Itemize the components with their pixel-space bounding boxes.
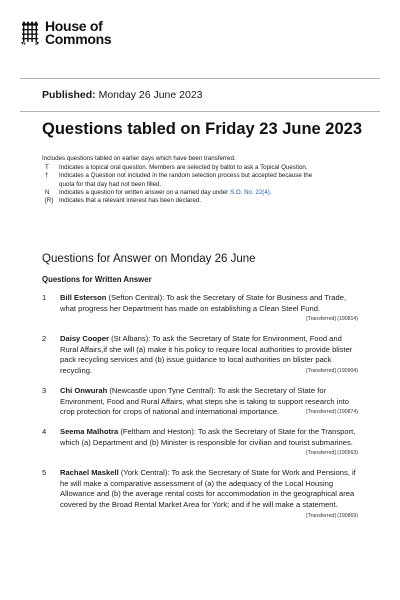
subsection-heading: Questions for Written Answer (42, 275, 152, 284)
constituency: (Newcastle upon Tyne Central): (109, 385, 216, 395)
legend-text: Indicates a topical oral question. Members are selected by ballot to ask a Topical Question. (59, 164, 308, 171)
legend-text: Indicates that a relevant interest has been declared. (59, 197, 202, 205)
question-reference: [Transferred] (190869) (306, 512, 358, 519)
legend-row-named-day (42, 189, 372, 197)
questions-list (42, 293, 358, 531)
question-text: To ask the Secretary of State for Work and Pensions, if he will make a comparative assessment of (a) the adequacy of the Local Housing Allowance and (b) the average rental costs for accommodation in the geographical area covered by the Broad Rental Market Area for York; and if he will make a statement. (60, 468, 356, 510)
legend-row-topical (42, 164, 372, 172)
divider-top (20, 78, 380, 79)
question-number: 2 (42, 334, 47, 344)
divider-bottom (20, 111, 380, 112)
question-item (42, 427, 358, 459)
constituency: (Sefton Central): (108, 293, 165, 302)
question-text: To ask the Secretary of State for Environment, Food and Rural Affairs, what steps she is taking to support research into crop protection for crops of national and international importance. (60, 385, 349, 417)
house-of-commons-logo (20, 20, 111, 46)
intro-text: Includes questions tabled on earlier days which have been transferred. (42, 155, 236, 162)
question-reference: [Transferred] (190814) (306, 316, 358, 323)
question-body (60, 334, 358, 376)
member-name: Rachael Maskell (60, 468, 119, 478)
question-number: 5 (42, 468, 47, 478)
portcullis-icon (20, 20, 40, 46)
legend-row-dagger (42, 172, 372, 189)
question-text: To ask the Secretary of State for the Transport, which (a) Department and (b) Minister is responsible for civilian and tourist submarines. (60, 427, 356, 447)
member-name: Chi Onwurah (60, 385, 108, 395)
question-body (60, 468, 358, 521)
legend-symbol: N (45, 188, 50, 196)
standing-order-link[interactable]: S.O. No. 22(4). (229, 188, 272, 196)
question-reference: [Transferred] (190563) (306, 450, 358, 457)
published-label: Published: (42, 89, 96, 101)
member-name: Seema Malhotra (60, 427, 119, 437)
section-heading: Questions for Answer on Monday 26 June (42, 253, 256, 265)
logo-wordmark (45, 20, 111, 46)
question-text: To ask the Secretary of State for Business and Trade, what progress her Department has made on establishing a Clean Steel Fund. (60, 293, 347, 313)
legend-text: Indicates a question for written answer on a named day under (59, 188, 229, 196)
legend-text-wrapper (59, 189, 372, 197)
logo-line-1: House of (45, 18, 103, 34)
question-text: To ask the Secretary of State for Environment, Food and Rural Affairs,if she will (a) make it his policy to require local authorities to provide blister pack recycling services and (b) issue guidance to local authorities on blister pack recycling. (60, 334, 353, 375)
published-date: Monday 26 June 2023 (98, 89, 203, 101)
legend-row-relevant-interest (42, 197, 372, 205)
legend-text: Indicates a Question not included in the random selection process but accepted because the quota for that day had not been filled. (59, 172, 313, 188)
question-reference: [Transferred] (190904) (306, 367, 358, 374)
question-number: 4 (42, 427, 47, 437)
question-item (42, 468, 358, 521)
published-line (42, 89, 203, 101)
question-body (60, 293, 358, 325)
constituency: (York Central): (120, 468, 170, 478)
question-number: 1 (42, 293, 47, 302)
question-body (60, 427, 358, 459)
constituency: (St Albans): (111, 334, 151, 344)
legend-symbol: [R] (45, 197, 53, 205)
question-number: 3 (42, 385, 47, 395)
question-item (42, 386, 358, 418)
constituency: (Feltham and Heston): (120, 427, 196, 437)
question-item (42, 334, 358, 376)
legend-symbol: T (45, 164, 49, 171)
question-reference: [Transferred] (190874) (306, 409, 358, 416)
member-name: Bill Esterson (60, 293, 107, 302)
question-item (42, 293, 358, 325)
legend-symbol: † (45, 172, 49, 180)
legend (42, 164, 372, 205)
page-title: Questions tabled on Friday 23 June 2023 (42, 120, 363, 138)
question-body (60, 386, 358, 418)
member-name: Daisy Cooper (60, 334, 109, 344)
logo-line-2: Commons (45, 31, 112, 47)
